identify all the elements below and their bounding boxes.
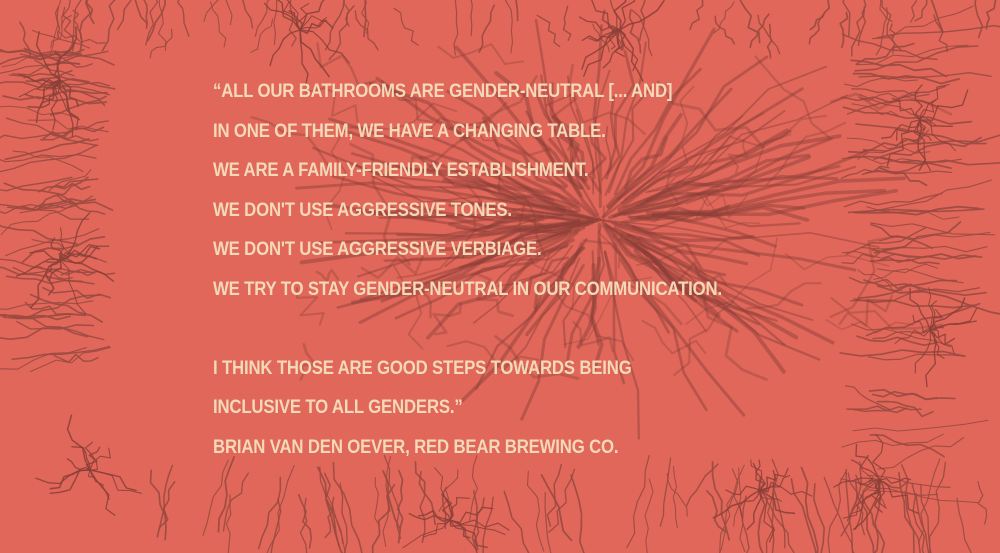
quote-line: “ALL OUR BATHROOMS ARE GENDER-NEUTRAL [... AND]	[213, 80, 673, 102]
paragraph-gap	[213, 309, 763, 349]
quote-block	[213, 72, 763, 467]
quote-line: WE DON'T USE AGGRESSIVE TONES.	[213, 198, 512, 221]
quote-line: INCLUSIVE TO ALL GENDERS.”	[213, 396, 463, 418]
quote-attribution: BRIAN VAN DEN OEVER, RED BEAR BREWING CO.	[213, 435, 619, 458]
quote-line: WE ARE A FAMILY-FRIENDLY ESTABLISHMENT.	[213, 159, 589, 181]
quote-line: WE TRY TO STAY GENDER-NEUTRAL IN OUR COMMUNICATION.	[213, 277, 722, 300]
quote-line: I THINK THOSE ARE GOOD STEPS TOWARDS BEING	[213, 356, 632, 379]
quote-line: WE DON'T USE AGGRESSIVE VERBIAGE.	[213, 238, 542, 260]
quote-line: IN ONE OF THEM, WE HAVE A CHANGING TABLE.	[213, 119, 606, 142]
